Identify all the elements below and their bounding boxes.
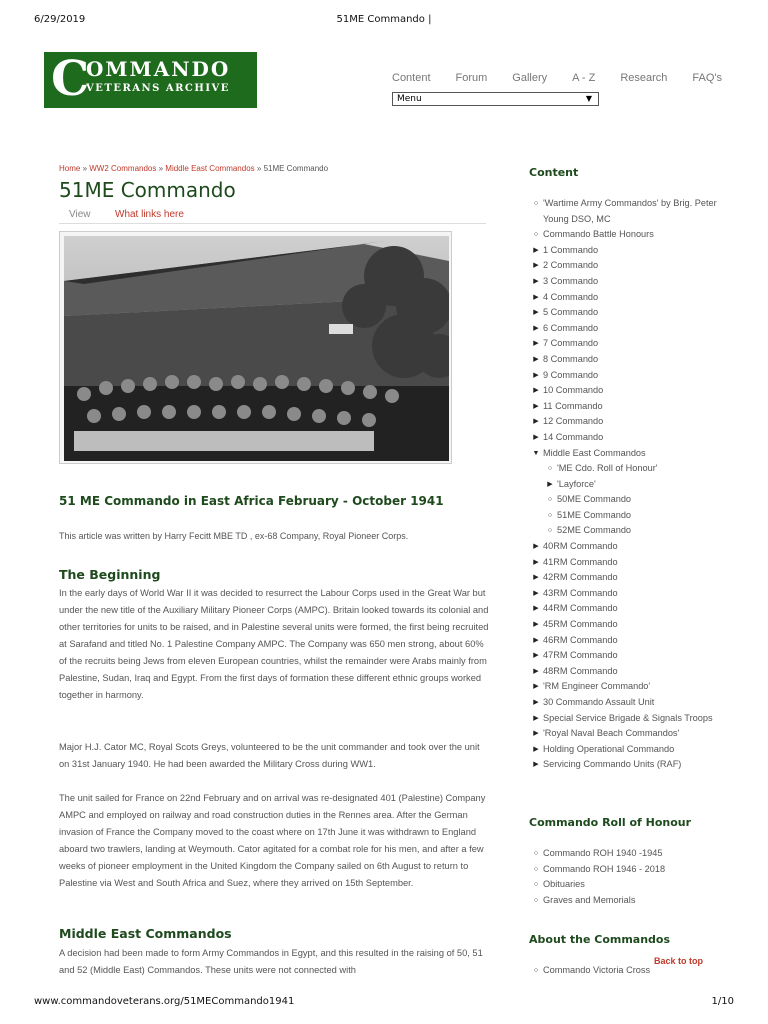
sidebar-link[interactable] [531,601,731,617]
sidebar-roll-list [531,846,731,908]
expand-arrow-icon: ▶ [533,745,539,753]
print-footer [34,996,734,1010]
sidebar-link-label: 41RM Commando [543,556,618,567]
bullet-icon: ○ [547,511,553,519]
sidebar-link-label: 6 Commando [543,322,599,333]
sidebar-link-label: 'Wartime Army Commandos' by Brig. Peter Young DSO, MC [543,198,717,224]
bullet-icon: ○ [533,231,539,239]
sidebar-link[interactable] [531,617,731,633]
paragraph: The unit sailed for France on 22nd February and on arrival was re-designated 401 (Palestine) Company AMPC and employed on railway and road construction duties in the Rennes area. After the German invasion of France the Company moved to the coast where on 17th June it was withdrawn to England aboard two trawlers, landing at Weymouth. Cator agitated for a combat role for his men, and after a few weeks of pioneer employment in the United Kingdom the Company sailed on 6th August to return to Palestine via West and South Africa and Suez, where they arrived on 15th September. [59,793,486,888]
expand-arrow-icon: ▶ [533,761,539,769]
sidebar-link[interactable] [531,633,731,649]
expand-arrow-icon: ▶ [533,558,539,566]
sidebar-link-label: 'ME Cdo. Roll of Honour' [557,463,658,474]
sidebar-link-label: 5 Commando [543,307,599,318]
page-tabs [59,209,486,224]
print-page-number: 1/10 [711,996,734,1007]
expand-arrow-icon: ▶ [533,309,539,317]
sidebar-link[interactable] [531,586,731,602]
sidebar-link[interactable] [531,664,731,680]
sidebar-content-title: Content [529,166,579,179]
expand-arrow-icon: ▶ [533,574,539,582]
tab-view[interactable]: View [69,209,91,220]
bullet-icon: ○ [547,465,553,473]
print-url: www.commandoveterans.org/51MECommando1941 [34,996,295,1007]
sidebar-link[interactable] [531,399,731,415]
nav-forum[interactable]: Forum [455,72,488,84]
expand-arrow-icon: ▶ [533,246,539,254]
sidebar-link[interactable] [531,383,731,399]
sidebar-link[interactable] [531,290,731,306]
sidebar-link[interactable] [531,446,731,462]
sidebar-link-label: Holding Operational Commando [543,743,675,754]
paragraph: Major H.J. Cator MC, Royal Scots Greys, volunteered to be the unit commander and took over the unit on 31st January 1940. He had been awarded the Military Cross during WW1. [59,742,480,769]
sidebar-link[interactable] [531,258,731,274]
breadcrumb-separator: » [80,164,90,173]
expand-arrow-icon: ▶ [533,340,539,348]
sidebar-link-label: Commando Battle Honours [543,229,654,240]
expand-arrow-icon: ▶ [533,433,539,441]
sidebar-link-label: 44RM Commando [543,603,618,614]
sidebar-link-label: Commando ROH 1940 -1945 [543,848,663,858]
breadcrumb-current: 51ME Commando [263,164,329,173]
bullet-icon: ○ [533,850,539,857]
article-intro: This article was written by Harry Fecitt MBE TD , ex-68 Company, Royal Pioneer Corps. [59,531,409,541]
sidebar-link-label: 4 Commando [543,291,599,302]
sidebar-link[interactable] [531,539,731,555]
sidebar-link[interactable] [531,862,731,878]
nav-research[interactable]: Research [620,72,668,84]
tab-what-links-here[interactable]: What links here [115,209,184,220]
breadcrumb-separator: » [254,164,264,173]
expand-arrow-icon: ▶ [533,324,539,332]
expand-arrow-icon: ▶ [533,543,539,551]
breadcrumb-separator: » [156,164,166,173]
sidebar-link[interactable] [531,877,731,893]
expand-arrow-icon: ▶ [533,683,539,691]
sidebar-link-label: Commando ROH 1946 - 2018 [543,863,666,874]
print-title: 51ME Commando | [336,14,432,25]
sidebar-link-label: 'Layforce' [557,478,596,489]
paragraph: In the early days of World War II it was decided to resurrect the Labour Corps used in the Great War but under the new title of the Auxiliary Military Pioneer Corps (AMPC). Britain looked towards its colonial and other territories for units to be raised, and in Palestine several units were formed, the first being recruited at Sarafand and titled No. 1 Palestine Company AMPC. The Company was 650 men strong, about 60% of the recruits being Jews from eleven European countries, whilst the remainder were Arabs mainly from Palestine, Sudan, Iraq and Egypt. From the first days of formation these different ethnic groups worked together in harmony. [59,588,489,700]
sidebar-link[interactable] [531,430,731,446]
sidebar-link-label: 30 Commando Assault Unit [543,697,655,707]
expand-arrow-icon: ▶ [533,402,539,410]
dropdown-arrow-icon: ▼ [585,94,592,103]
sidebar-link[interactable] [531,227,731,243]
sidebar-link-label: Commando Victoria Cross [543,965,651,975]
print-header [34,14,734,28]
sidebar-link-label: 7 Commando [543,338,599,349]
sidebar-link[interactable] [531,196,731,227]
sidebar-link-label: 45RM Commando [543,619,618,630]
expand-arrow-icon: ▶ [533,293,539,301]
page-title: 51ME Commando [59,178,236,202]
expand-arrow-icon: ▶ [533,355,539,363]
sidebar-roll-title: Commando Roll of Honour [529,816,692,829]
sidebar-link[interactable] [531,711,731,727]
sidebar-link-label: 48RM Commando [543,665,618,676]
bullet-icon: ○ [533,865,539,873]
sidebar-link-label: 47RM Commando [543,650,618,661]
menu-dropdown-value: Menu [397,94,422,104]
breadcrumb [59,164,328,173]
expand-arrow-icon: ▶ [533,589,539,597]
sidebar-link-label: 40RM Commando [543,541,618,552]
section-title-beginning: The Beginning [59,567,161,582]
nav-faqs[interactable]: FAQ's [692,72,722,84]
nav-gallery[interactable]: Gallery [512,72,548,84]
expand-arrow-icon: ▶ [533,652,539,660]
sidebar-link-label: 1 Commando [543,244,599,255]
nav-a-z[interactable]: A - Z [572,72,596,84]
sidebar-link-label: 46RM Commando [543,634,618,645]
sidebar-link[interactable] [545,492,731,508]
expand-arrow-icon: ▶ [533,621,539,629]
sidebar-link-label: 12 Commando [543,416,604,427]
sidebar-link-label: Graves and Memorials [543,894,636,905]
site-logo[interactable] [44,52,257,108]
sidebar-link-label: 11 Commando [543,400,603,411]
sidebar-link[interactable] [531,695,731,711]
sidebar-about-title: About the Commandos [529,933,671,946]
expand-arrow-icon: ▶ [533,636,539,644]
sidebar-link[interactable] [545,523,731,539]
sidebar-link[interactable] [531,846,731,862]
print-date: 6/29/2019 [34,14,86,25]
expand-arrow-icon: ▶ [533,262,539,270]
sidebar-link[interactable] [531,352,731,368]
sidebar-link[interactable] [531,305,731,321]
collapse-arrow-icon: ▼ [532,449,540,457]
sidebar-link[interactable] [531,336,731,352]
sidebar-link-label: 10 Commando [543,385,604,396]
sidebar-link[interactable] [545,461,731,477]
sidebar-link[interactable] [545,508,731,524]
sidebar-link[interactable] [531,648,731,664]
sidebar-link[interactable] [531,570,731,586]
sidebar-link[interactable] [531,321,731,337]
breadcrumb-ww2-commandos[interactable]: WW2 Commandos [89,164,157,173]
sidebar-link-label: Servicing Commando Units (RAF) [543,759,682,770]
sidebar-link[interactable] [531,757,731,773]
paragraph: A decision had been made to form Army Commandos in Egypt, and this resulted in the raising of 50, 51 and 52 (Middle East) Commandos. These units were not connected with [59,948,483,975]
bullet-icon: ○ [533,967,539,974]
sidebar-link-label: 42RM Commando [543,572,618,583]
bullet-icon: ○ [533,896,539,904]
bullet-icon: ○ [533,200,539,207]
sidebar-link[interactable] [531,893,731,909]
sidebar-link-label: 'RM Engineer Commando' [543,681,651,692]
sidebar-link[interactable] [531,742,731,758]
expand-arrow-icon: ▶ [533,714,539,722]
top-nav [392,72,722,84]
sidebar-link-label: Obituaries [543,879,585,890]
logo-line1: OMMANDO [86,57,231,81]
expand-arrow-icon: ▶ [533,371,539,379]
sidebar-link[interactable] [531,274,731,290]
logo-big-letter: C [51,51,90,107]
sidebar-link-label: 51ME Commando [557,509,632,520]
sidebar-link-label: 'Royal Naval Beach Commandos' [543,728,680,739]
expand-arrow-icon: ▶ [533,730,539,738]
expand-arrow-icon: ▶ [533,605,539,613]
sidebar-content-list [531,196,731,773]
sidebar-link-label: 50ME Commando [557,494,632,505]
sidebar-link-label: 52ME Commando [557,525,632,536]
bullet-icon: ○ [547,527,553,535]
group-photo-image [64,236,449,461]
sidebar-link[interactable] [531,414,731,430]
sidebar-link-label: 14 Commando [543,431,604,442]
sidebar-link[interactable] [531,726,731,742]
sidebar-link-label: 9 Commando [543,369,599,380]
nav-content[interactable]: Content [392,72,431,84]
breadcrumb-middle-east-commandos[interactable]: Middle East Commandos [165,164,255,173]
sidebar-link[interactable] [531,555,731,571]
expand-arrow-icon: ▶ [533,387,539,395]
expand-arrow-icon: ▶ [533,277,539,285]
sidebar-link[interactable] [531,243,731,259]
sidebar-link[interactable] [531,368,731,384]
expand-arrow-icon: ▶ [533,699,539,706]
article-photo [59,231,452,464]
sidebar-link-label: 43RM Commando [543,587,618,598]
sidebar-link-label: 2 Commando [543,260,599,271]
sidebar-link[interactable] [545,477,731,493]
sidebar-link-label: 8 Commando [543,353,599,364]
expand-arrow-icon: ▶ [533,418,539,426]
bullet-icon: ○ [547,496,553,504]
expand-arrow-icon: ▶ [533,667,539,675]
expand-arrow-icon: ▶ [547,480,553,488]
breadcrumb-home[interactable]: Home [59,164,81,173]
sidebar-link-label: Middle East Commandos [543,447,646,458]
section-title-middle-east: Middle East Commandos [59,926,232,941]
back-to-top-link[interactable]: Back to top [654,956,704,966]
bullet-icon: ○ [533,881,539,889]
sidebar-link-label: 3 Commando [543,275,599,286]
sidebar-link[interactable] [531,679,731,695]
menu-dropdown[interactable] [392,92,599,106]
article-heading: 51 ME Commando in East Africa February - October 1941 [59,494,444,508]
sidebar-link-label: Special Service Brigade & Signals Troops [543,712,713,723]
logo-line2: VETERANS ARCHIVE [86,83,230,94]
